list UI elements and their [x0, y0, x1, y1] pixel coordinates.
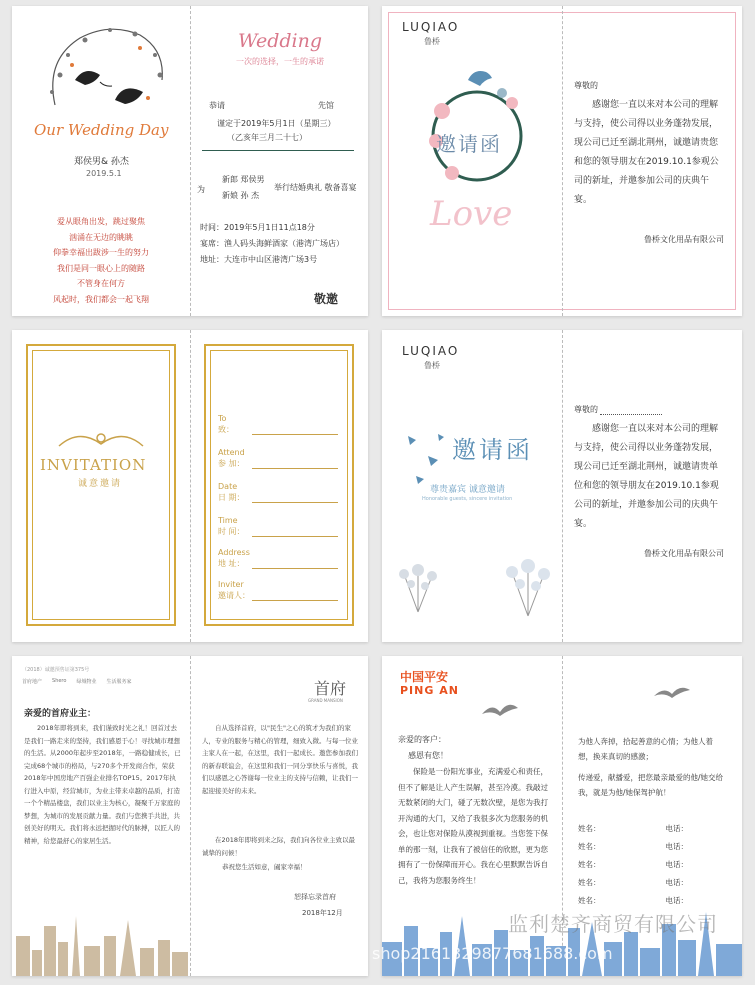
contact-name-label: 姓名：	[578, 824, 601, 833]
signer: 鲁桥文化用品有限公司	[644, 235, 724, 244]
salutation: 尊敬的	[574, 81, 598, 90]
groom-name: 新郎 郑侯男	[222, 175, 265, 184]
city-skyline-icon	[12, 906, 190, 976]
field-en: To	[218, 414, 227, 423]
contact-phone-label: 电话：	[665, 896, 688, 905]
fold-line	[562, 6, 563, 316]
slogan: 一次的选择，一生的承诺	[236, 57, 324, 66]
thanks: 感恩有您！	[408, 751, 448, 760]
field-line[interactable]	[252, 434, 338, 435]
field-cn: 参 加：	[218, 459, 245, 468]
gold-invitation-card	[12, 330, 368, 642]
field-en: Date	[218, 482, 238, 491]
project-title: 首府	[314, 679, 347, 698]
floral-wreath-icon	[40, 20, 170, 130]
ceremony-text: 举行结婚典礼 敬备喜宴	[274, 183, 357, 192]
company-invitation-card-1	[382, 6, 742, 316]
contact-row[interactable]	[578, 820, 728, 838]
field-en: Address	[218, 548, 250, 557]
letter-date: 2018年12月	[302, 909, 343, 917]
project-title-en: GRAND MANSION	[308, 698, 343, 703]
poem-line: 风起时，我们都会一起飞翔	[53, 294, 149, 304]
letter-wish: 在2018年即将到来之际，我们向各位业主致以最诚挚的问候！	[202, 836, 356, 857]
invitation-subtitle: 诚意邀请	[78, 479, 123, 489]
event-address: 地址：大连市中山区港湾广场3号	[200, 255, 318, 264]
field-en: Time	[218, 516, 238, 525]
contact-row[interactable]	[578, 838, 728, 856]
permit-number: （2018）诚邀预售证第375号	[22, 667, 90, 673]
contact-name-label: 姓名：	[578, 842, 601, 851]
company-logo-en: PING AN	[400, 684, 459, 697]
poem-line: 汹涌在无边的眺眺	[69, 232, 133, 242]
letter-left-body: 2018年即将到来，我们谨致时光之礼！回首过去是我们一路走来的坚持，我们感恩于心！寻找城市理想的生活。从2000年起步至2018年，一路稳健成长，已完成68个城市的格局，与270多个开发商合作，荣获2018年中国房地产百强企业排名TOP15。2017年执行进入中原，经营城市，为业主带来卓越的品质，打造一个个精品楼盘，我们以业主为核心，凝聚千万家庭的梦想，为城市的发展贡献力量。我们与您携手共进，共创美好的明天。我们将永远把握时代的脉搏，以匠人的精神，给您最舒心的家居生活。	[24, 724, 181, 845]
invitation-body: 感谢您一直以来对本公司的理解与支持，使公司得以业务蓬勃发展，现公司已迁至湖北荆州，诚邀请贵单位和您的领导朋友在2019.10.1参观公司的新址，并邀参加公司的庆典午宴。	[574, 424, 719, 529]
invitation-subtitle: 尊贵嘉宾 诚意邀请	[430, 485, 505, 495]
brand-logo: LUQIAO	[402, 344, 460, 358]
flower-bouquet-icon	[394, 562, 442, 614]
seagull-icon	[480, 700, 520, 724]
contact-phone-label: 电话：	[665, 824, 688, 833]
fold-line	[190, 6, 191, 316]
field-cn: 日 期：	[218, 493, 245, 502]
real-estate-letter-card	[12, 656, 368, 976]
fold-line	[562, 330, 563, 642]
flower-bouquet-icon	[500, 558, 556, 618]
respect-label: 恭请	[209, 101, 225, 110]
field-line[interactable]	[252, 468, 338, 469]
for-label: 为	[197, 185, 205, 194]
field-en: Inviter	[218, 580, 244, 589]
fold-line	[190, 330, 191, 642]
contact-name-label: 姓名：	[578, 896, 601, 905]
watermark-company: 监利楚齐商贸有限公司	[508, 912, 718, 936]
schedule-line-2: （乙亥年三月二十七）	[227, 133, 307, 142]
fold-line	[190, 656, 191, 976]
poem-line: 我们是同一眼心上的随路	[57, 263, 145, 273]
field-line[interactable]	[252, 568, 338, 569]
letter-right-body: 自从选择首府，以"民生"之心的筑才为我们的家人，专业的服务与精心的管理，细致入微。与每一位业主家人在一起，在这里，我们一起成长。邀您参加我们的新春联谊会，在这里和我们一同分享快乐与喜悦，我们以感恩之心答谢每一位业主的支持与信赖，让我们一起迎接美好的未来。	[202, 724, 358, 795]
contact-row[interactable]	[578, 856, 728, 874]
field-line[interactable]	[252, 536, 338, 537]
bride-name: 新娘 孙 杰	[222, 191, 260, 200]
contact-name-label: 姓名：	[578, 860, 601, 869]
partner-logo: 绿城物业	[76, 679, 97, 685]
letter-body: 保险是一份阳光事业，充满爱心和责任，但不了解是让人产生误解，甚至冷漠。我敲过无数紧闭的大门，碰了无数次壁，是您为我打开沟通的大门，又给了我很多次为您服务的机会，也让您对保险从漠视到重视。当您签下保单的那一刻，让我有了被信任的欣慰，更为您拥有了一份保障而开心。我在心里默默告诉自己，我将为您服务终生！	[398, 767, 548, 885]
event-venue: 宴席：渔人码头海鲜酒家（港湾广场店）	[200, 239, 344, 248]
field-cn: 致：	[218, 425, 234, 434]
couple-names: 郑侯男& 孙杰	[74, 157, 129, 167]
seagull-icon	[652, 684, 692, 706]
bird-icon	[464, 64, 494, 90]
guest-suffix: 先馆	[318, 101, 334, 110]
field-line[interactable]	[252, 600, 338, 601]
letter-wish-2: 恭祝您生活如意，阖家幸福！	[222, 863, 307, 871]
invitation-subtitle-en: Honorable guests, sincere invitation	[422, 496, 513, 502]
contact-row[interactable]	[578, 874, 728, 892]
invitation-title: 邀请函	[436, 132, 502, 156]
brand-logo: LUQIAO	[402, 20, 460, 34]
right-paragraph-2: 传递爱，献播爱，把您最亲最爱的他/她交给我，就是为他/她保驾护航！	[578, 773, 724, 797]
poem	[12, 214, 190, 307]
contact-phone-label: 电话：	[665, 860, 688, 869]
signer: 鲁桥文化用品有限公司	[644, 549, 724, 558]
invitation-sign: 敬邀	[314, 292, 339, 306]
event-time: 时间：2019年5月1日11点18分	[200, 223, 315, 232]
wedding-date: 2019.5.1	[86, 169, 122, 178]
field-en: Attend	[218, 448, 245, 457]
contact-name-label: 姓名：	[578, 878, 601, 887]
salutation-line	[600, 414, 662, 415]
partner-logo: 首府地产	[22, 679, 43, 685]
greeting: 亲爱的首府业主：	[24, 709, 97, 719]
wedding-invitation-card	[12, 6, 368, 316]
wedding-script-title: Wedding	[238, 30, 323, 52]
love-script: Love	[430, 194, 513, 234]
partner-logos	[22, 678, 131, 685]
watermark-url: shop2161329877681688.com	[372, 944, 613, 963]
contact-rows	[578, 820, 728, 910]
field-line[interactable]	[252, 502, 338, 503]
invitation-title: INVITATION	[40, 456, 147, 474]
ornament-icon	[54, 428, 148, 454]
invitation-title: 邀请函	[452, 436, 533, 464]
company-logo-cn: 中国平安	[400, 670, 449, 684]
brand-logo-cn: 鲁桥	[424, 361, 440, 370]
schedule-line-1: 谨定于2019年5月1日（星期三）	[217, 119, 336, 128]
partner-logo: 生活服务家	[106, 679, 132, 685]
field-cn: 邀请人：	[218, 591, 250, 600]
greeting: 亲爱的客户：	[398, 735, 446, 744]
salutation: 尊敬的	[574, 405, 598, 414]
poem-line: 仰拳幸福出跋涉一生的努力	[53, 248, 149, 257]
wedding-logo-text: Our Wedding Day	[34, 121, 169, 139]
poem-line: 爱从眼角出发，跳过聚焦	[57, 217, 145, 226]
company-invitation-card-2	[382, 330, 742, 642]
field-cn: 地 址：	[218, 559, 245, 568]
field-cn: 时 间：	[218, 527, 245, 536]
divider	[202, 150, 354, 151]
contact-phone-label: 电话：	[665, 842, 688, 851]
partner-logo: Shero	[52, 678, 67, 684]
contact-phone-label: 电话：	[665, 878, 688, 887]
brand-logo-cn: 鲁桥	[424, 37, 440, 46]
letter-sign: 恕择忘录首府	[294, 893, 336, 901]
poem-line: 不管身在何方	[77, 279, 125, 288]
right-paragraph-1: 为他人奔掉，拾起善意的心情；为他人着想，换来真切的感激；	[578, 737, 713, 761]
invitation-body: 感谢您一直以来对本公司的理解与支持，使公司得以业务蓬勃发展，现公司已迁至湖北荆州，诚邀请贵您和您的领导朋友在2019.10.1参观公司的新址，并邀参加公司的庆典午宴。	[574, 100, 719, 205]
